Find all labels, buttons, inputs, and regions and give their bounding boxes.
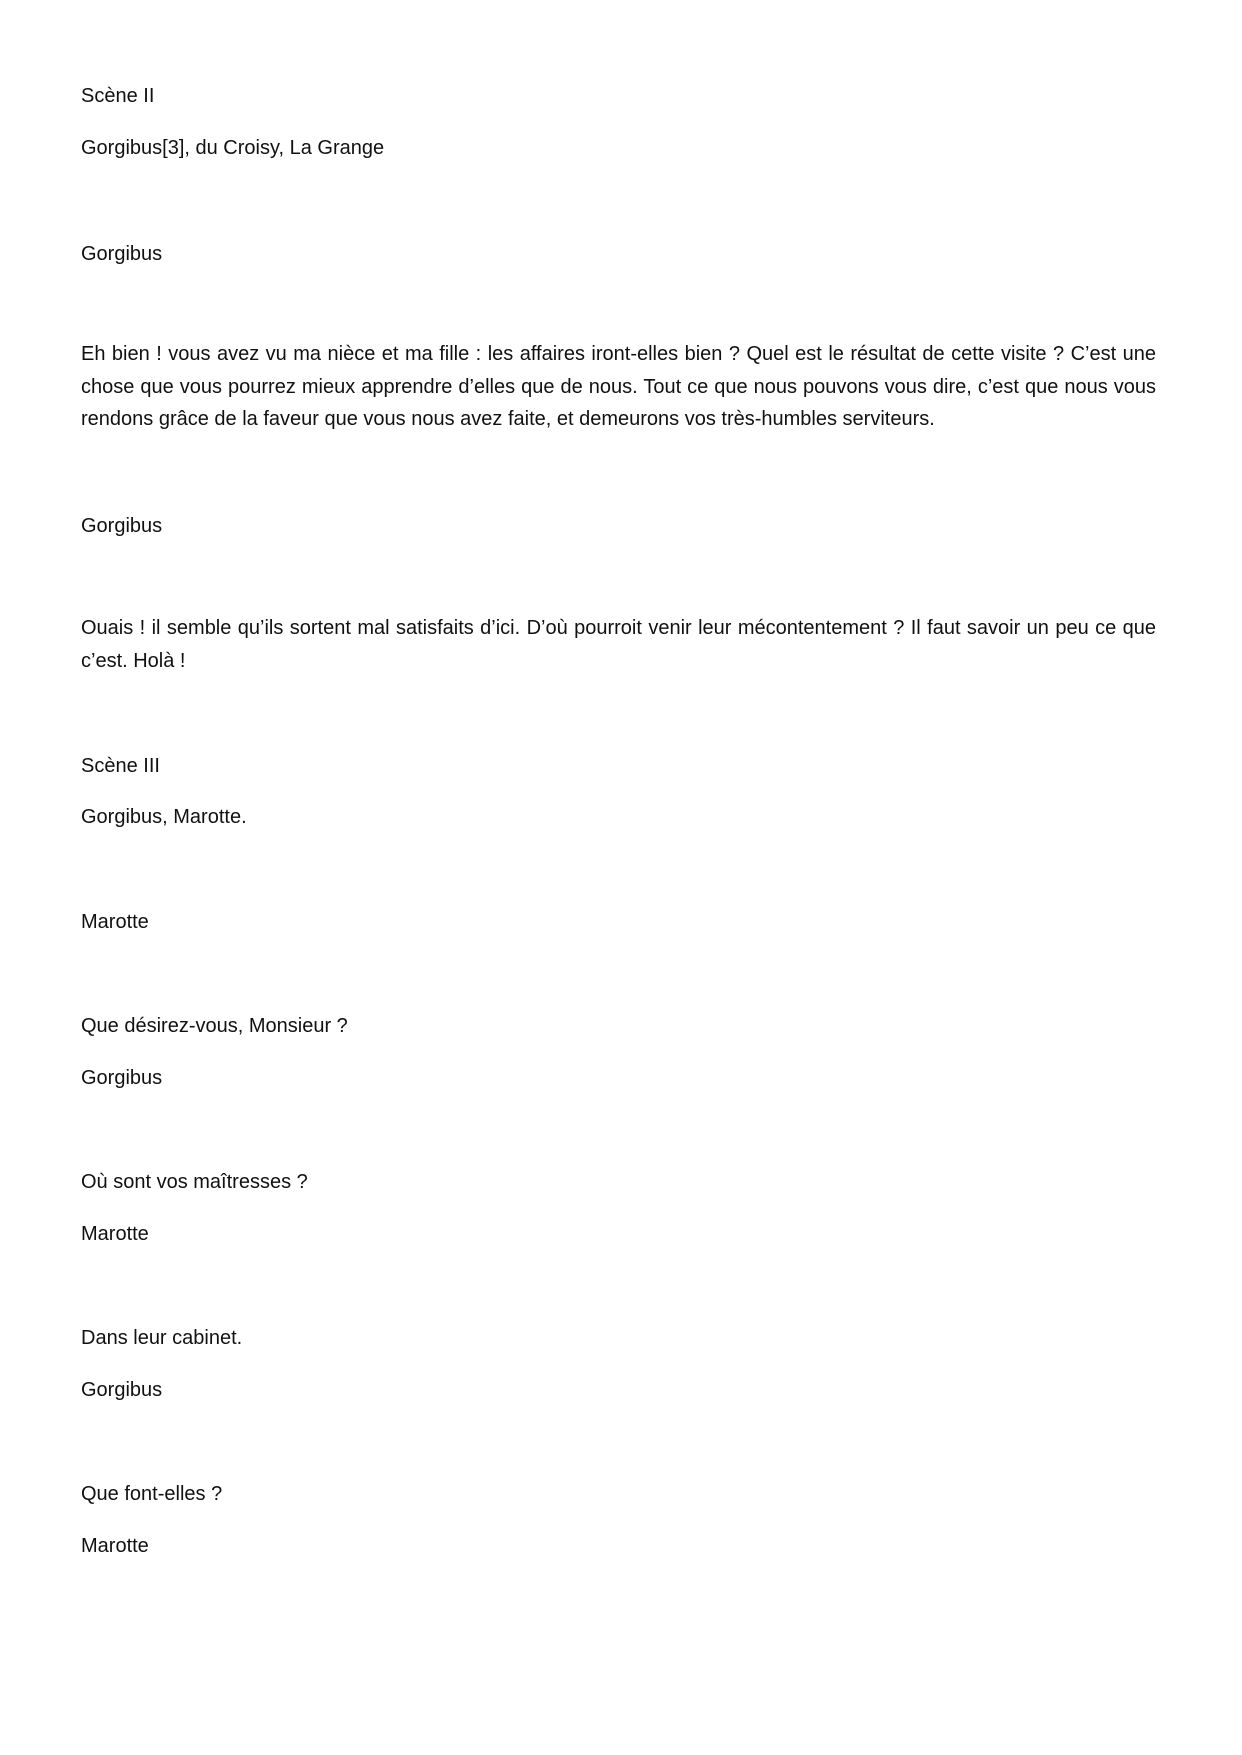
speech-paragraph: Eh bien ! vous avez vu ma nièce et ma fille : les affaires iront-elles bien ? Quel est le résultat de cette visite ? C’est une chose que vous pourrez mieux apprendre d’elles que de nous. Tout ce que nous pouvons vous dire, c’est que nous vous rendons grâce de la faveur que vous nous avez faite, et demeurons vos très-humbles serviteurs.: [81, 343, 1156, 430]
scene-characters: Gorgibus[3], du Croisy, La Grange: [81, 137, 385, 159]
speaker-name: Marotte: [81, 1223, 149, 1245]
speech-line: Que font-elles ?: [81, 1483, 223, 1505]
scene-characters: Gorgibus, Marotte.: [81, 806, 247, 828]
speech-line: Dans leur cabinet.: [81, 1327, 243, 1349]
speaker-name: Marotte: [81, 911, 149, 933]
speaker-name: Marotte: [81, 1535, 149, 1557]
speech-paragraph: Ouais ! il semble qu’ils sortent mal satisfaits d’ici. D’où pourroit venir leur mécontentement ? Il faut savoir un peu ce que c’est. Holà !: [81, 617, 1156, 672]
speech-line: Où sont vos maîtresses ?: [81, 1171, 308, 1193]
scene-heading: Scène III: [81, 755, 160, 777]
speaker-name: Gorgibus: [81, 243, 163, 265]
speaker-name: Gorgibus: [81, 1067, 163, 1089]
scene-heading: Scène II: [81, 85, 155, 107]
speaker-name: Gorgibus: [81, 515, 163, 537]
speech-line: Que désirez-vous, Monsieur ?: [81, 1015, 348, 1037]
speaker-name: Gorgibus: [81, 1379, 163, 1401]
